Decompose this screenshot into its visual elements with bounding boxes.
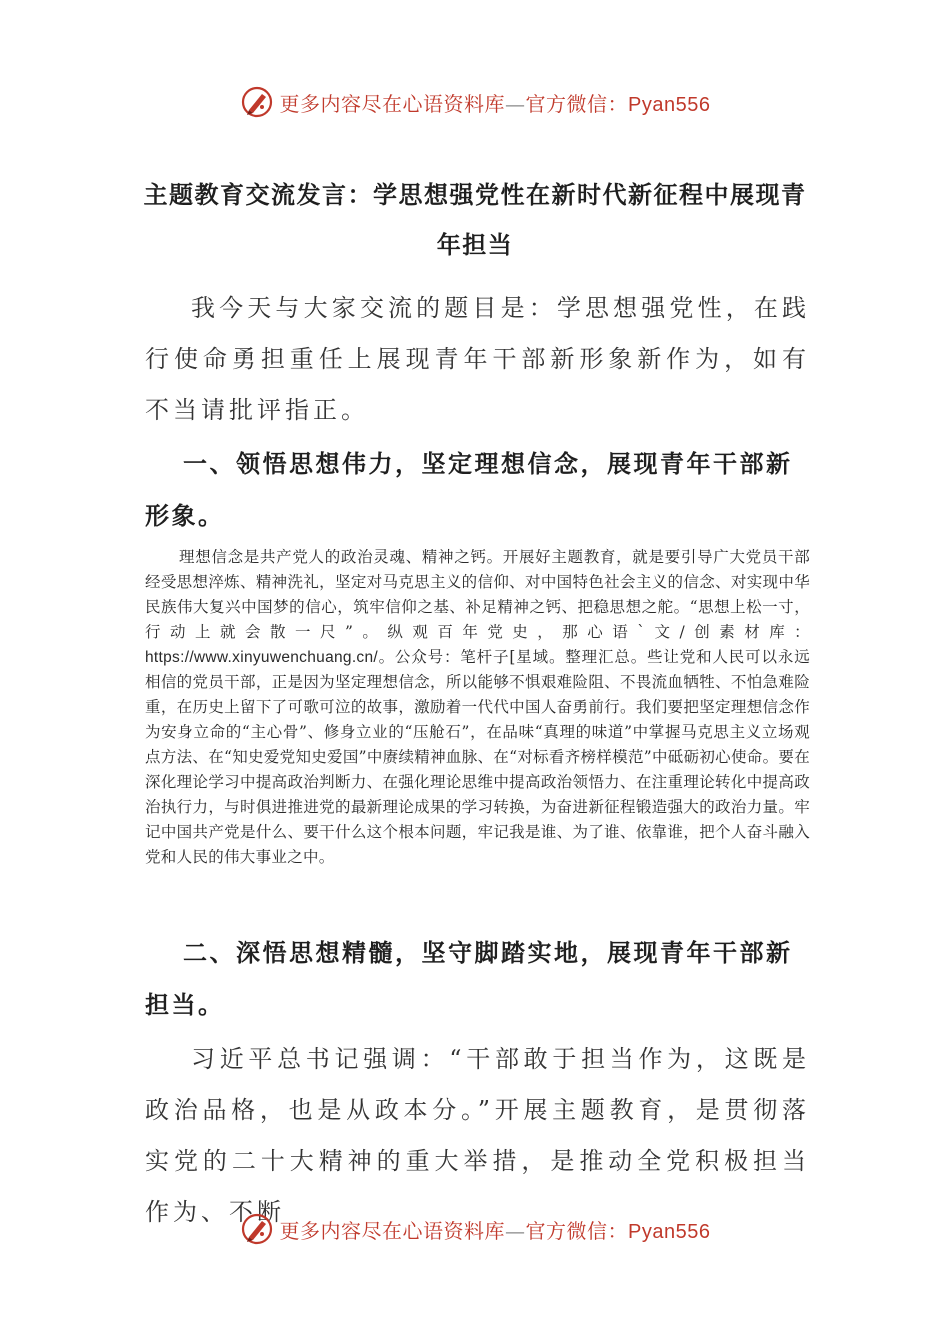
section-2-heading: 二、深悟思想精髓，坚守脚踏实地，展现青年干部新担当。 xyxy=(145,938,793,1019)
banner-sub-text: 官方微信： xyxy=(525,1218,629,1243)
banner-sub-text: 官方微信： xyxy=(525,91,629,116)
banner-wechat-id: Pyan556 xyxy=(628,93,711,116)
source-link[interactable]: https://www.xinyuwenchuang.cn/ xyxy=(145,649,379,666)
document-title: 主题教育交流发言：学思想强党性在新时代新征程中展现青年担当 xyxy=(143,180,807,259)
banner-separator: — xyxy=(505,1218,526,1243)
section-1-text-b: 。公众号：笔杆子[星域。整理汇总。些让党和人民可以永远相信的党员干部，正是因为坚定理想信念，所以能够不惧艰难险阻、不畏流血牺牲、不怕急难险重，在历史上留下了可歌可泣的故事，激励着一代代中国人奋勇前行。我们要把坚定理想信念作为安身立命的“主心骨”、修身立业的“压舱石”，在品味“真理的味道”中掌握马克思主义立场观点方法、在“知史爱党知史爱国”中赓续精神血脉、在“对标看齐榜样模范”中砥砺初心使命。要在深化理论学习中提高政治判断力、在强化理论思维中提高政治领悟力、在注重理论转化中提高政治执行力，与时俱进推进党的最新理论成果的学习转换，为奋进新征程锻造强大的政治力量。牢记中国共产党是什么、要干什么这个根本问题，牢记我是谁、为了谁、依靠谁，把个人奋斗融入党和人民的伟大事业之中。 xyxy=(145,648,810,866)
banner-separator: — xyxy=(505,91,526,116)
banner-text xyxy=(280,1215,711,1244)
banner-text xyxy=(280,88,711,117)
banner-main-text: 更多内容尽在心语资料库 xyxy=(279,91,506,116)
footer-banner xyxy=(0,1209,950,1249)
banner-main-text: 更多内容尽在心语资料库 xyxy=(279,1218,506,1243)
pen-logo-icon xyxy=(240,85,274,119)
section-2-body: 习近平总书记强调：“干部敢于担当作为，这既是政治品格，也是从政本分。”开展主题教育，是贯彻落实党的二十大精神的重大举措，是推动全党积极担当作为、不断 xyxy=(145,1045,810,1226)
intro-paragraph: 我今天与大家交流的题目是：学思想强党性，在践行使命勇担重任上展现青年干部新形象新作为，如有不当请批评指正。 xyxy=(145,294,810,424)
banner-wechat-id: Pyan556 xyxy=(628,1220,711,1243)
header-banner xyxy=(0,82,950,122)
section-1-body xyxy=(145,545,810,870)
pen-logo-icon xyxy=(240,1212,274,1246)
section-1-heading: 一、领悟思想伟力，坚定理想信念，展现青年干部新形象。 xyxy=(145,449,793,530)
section-1-text-a: 理想信念是共产党人的政治灵魂、精神之钙。开展好主题教育，就是要引导广大党员干部经受思想淬炼、精神洗礼，坚定对马克思主义的信仰、对中国特色社会主义的信念、对实现中华民族伟大复兴中国梦的信心，筑牢信仰之基、补足精神之钙、把稳思想之舵。“思想上松一寸，行动上就会散一尺”。纵观百年党史，那心语`文/创素材库： xyxy=(145,548,810,641)
